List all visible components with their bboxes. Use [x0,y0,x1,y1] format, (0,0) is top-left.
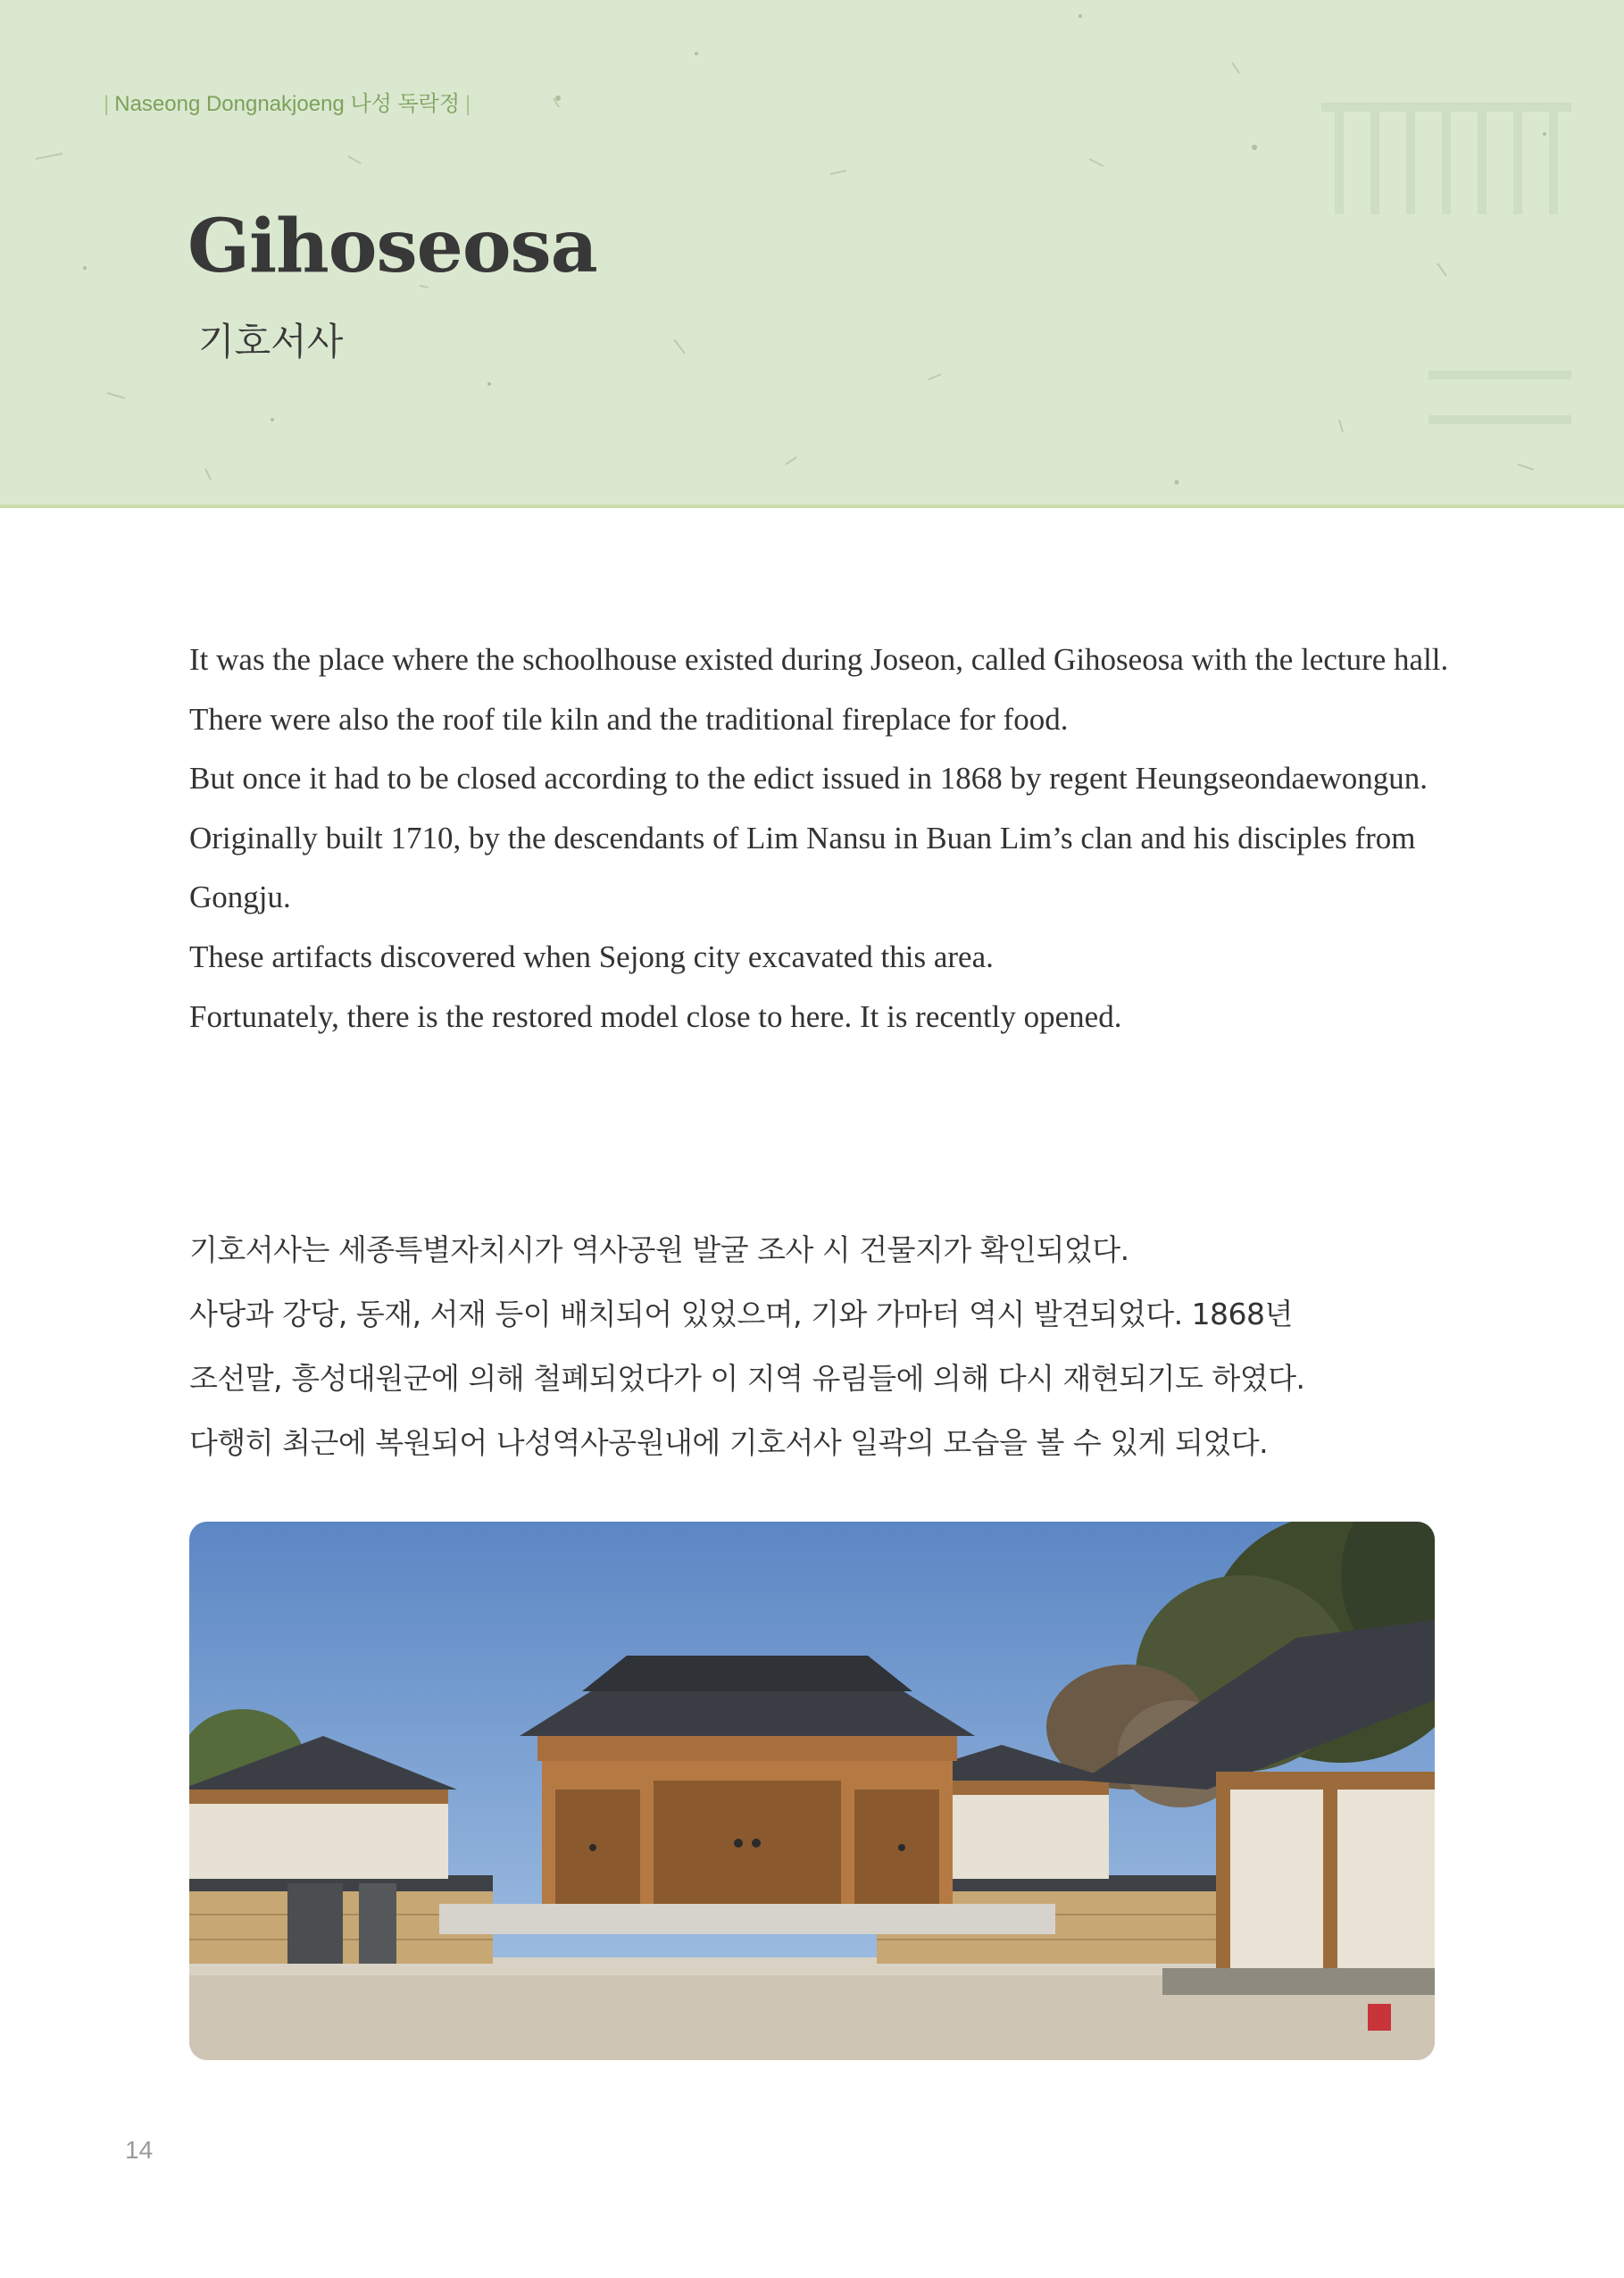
english-paragraph: But once it had to be closed according to the edict issued in 1868 by regent Heungseondaewongun. [189,761,1428,797]
running-head-text: Naseong Dongnakjoeng 나성 독락정 [114,92,461,116]
hanok-illustration [189,1522,1435,2060]
korean-paragraph: 사당과 강당, 동재, 서재 등이 배치되어 있었으며, 기와 가마터 역시 발견되었다. 1868년 [189,1297,1293,1331]
english-description [189,630,1466,1047]
english-paragraph: Originally built 1710, by the descendants of Lim Nansu in Buan Lim’s clan and his disciples from Gongju. [189,820,1416,915]
korean-paragraph: 조선말, 흥성대원군에 의해 철폐되었다가 이 지역 유림들에 의해 다시 재현되기도 하였다. [189,1361,1305,1396]
english-paragraph: It was the place where the schoolhouse existed during Joseon, called Gihoseosa with the lecture hall. [189,642,1449,677]
korean-paragraph: 다행히 최근에 복원되어 나성역사공원내에 기호서사 일곽의 모습을 볼 수 있게 되었다. [189,1425,1269,1460]
english-paragraph: Fortunately, there is the restored model close to here. It is recently opened. [189,998,1122,1034]
english-paragraph: There were also the roof tile kiln and the traditional fireplace for food. [189,701,1069,737]
page-title: Gihoseosa [187,204,597,289]
info-signboards [287,1883,396,1964]
page-subtitle-korean: 기호서사 [198,320,344,363]
gihoseosa-photo [189,1522,1435,2060]
korean-paragraph: 기호서사는 세종특별자치시가 역사공원 발굴 조사 시 건물지가 확인되었다. [189,1232,1129,1267]
english-paragraph: These artifacts discovered when Sejong city excavated this area. [189,939,994,974]
page-number: 14 [125,2136,154,2164]
running-head: | Naseong Dongnakjoeng 나성 독락정 | [104,92,471,116]
korean-description [189,1218,1466,1475]
header-banner [0,0,1624,508]
